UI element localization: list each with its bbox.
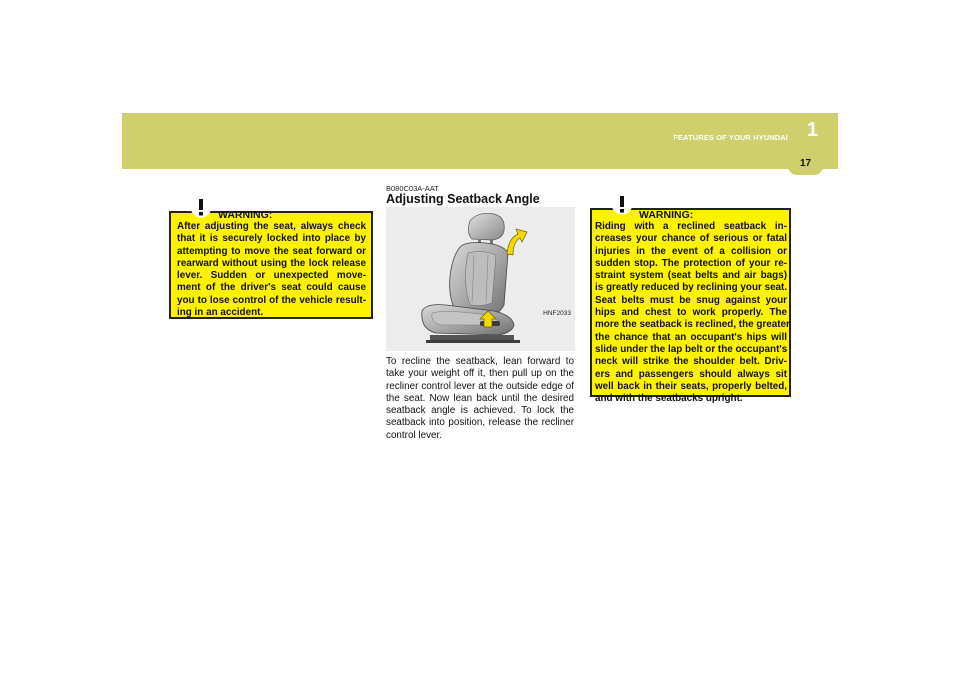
warning-title: WARNING: bbox=[218, 209, 273, 221]
exclamation-icon bbox=[611, 193, 633, 215]
warning-line: you to lose control of the vehicle result- bbox=[177, 294, 366, 306]
warning-text bbox=[177, 221, 366, 319]
paragraph-line: take your weight off it, then pull up on the bbox=[386, 368, 574, 380]
recline-arrow-icon bbox=[507, 229, 527, 255]
exclamation-icon bbox=[190, 196, 212, 218]
warning-title: WARNING: bbox=[639, 209, 694, 221]
paragraph-line: recliner control lever at the outside edge of bbox=[386, 380, 574, 392]
figure-code: HNF2033 bbox=[543, 310, 571, 317]
warning-line: and with the seatbacks upright. bbox=[595, 393, 743, 405]
warning-box-seat-lock bbox=[169, 211, 373, 319]
seat-illustration bbox=[386, 207, 575, 351]
warning-line: Seat belts must be snug against your bbox=[595, 294, 787, 306]
warning-line: hips and chest to work properly. The bbox=[595, 307, 787, 319]
warning-line: rearward without using the lock release bbox=[177, 257, 366, 269]
page-number-tab bbox=[788, 155, 823, 175]
paragraph-line: seatback angle is achieved. To lock the bbox=[386, 405, 574, 417]
page-number: 17 bbox=[799, 158, 812, 169]
paragraph-line: the seat. Now lean back until the desired bbox=[386, 392, 574, 404]
warning-line: creases your chance of serious or fatal bbox=[595, 233, 787, 245]
warning-line: Riding with a reclined seatback in- bbox=[595, 221, 787, 232]
warning-line: ing in an accident. bbox=[177, 307, 264, 319]
warning-line: ment of the driver's seat could cause bbox=[177, 282, 366, 294]
paragraph-line: To recline the seatback, lean forward to bbox=[386, 356, 574, 367]
warning-line: attempting to move the seat forward or bbox=[177, 245, 366, 257]
warning-line: well back in their seats, properly belted, bbox=[595, 380, 787, 392]
warning-line: sudden stop. The protection of your re- bbox=[595, 257, 787, 269]
paragraph-line: seatback into position, release the recliner bbox=[386, 417, 574, 429]
warning-line: the chance that an occupant's hips will bbox=[595, 331, 787, 343]
warning-text bbox=[595, 221, 790, 405]
warning-line: injuries in the event of a collision or bbox=[595, 245, 787, 257]
warning-line: neck will strike the shoulder belt. Driv- bbox=[595, 356, 787, 368]
warning-line: that it is securely locked into place by bbox=[177, 233, 366, 245]
warning-line: ers and passengers should always sit bbox=[595, 368, 787, 380]
header-band bbox=[122, 113, 838, 169]
section-title: FEATURES OF YOUR HYUNDAI bbox=[673, 133, 788, 142]
warning-box-reclined-seat bbox=[590, 208, 791, 405]
seat-drawing bbox=[386, 207, 575, 351]
section-heading: Adjusting Seatback Angle bbox=[386, 192, 540, 206]
warning-line: lever. Sudden or unexpected move- bbox=[177, 270, 366, 282]
warning-line: slide under the lap belt or the occupant's bbox=[595, 343, 788, 355]
warning-line: After adjusting the seat, always check bbox=[177, 221, 366, 232]
paragraph-line: control lever. bbox=[386, 429, 442, 441]
warning-line: straint system (seat belts and air bags) bbox=[595, 270, 787, 282]
chapter-number: 1 bbox=[806, 119, 818, 141]
instruction-paragraph bbox=[386, 356, 574, 442]
section-code: B080C03A-AAT bbox=[386, 184, 439, 193]
warning-line: more the seatback is reclined, the greater bbox=[595, 319, 790, 331]
warning-line: is greatly reduced by reclining your seat. bbox=[595, 282, 788, 294]
